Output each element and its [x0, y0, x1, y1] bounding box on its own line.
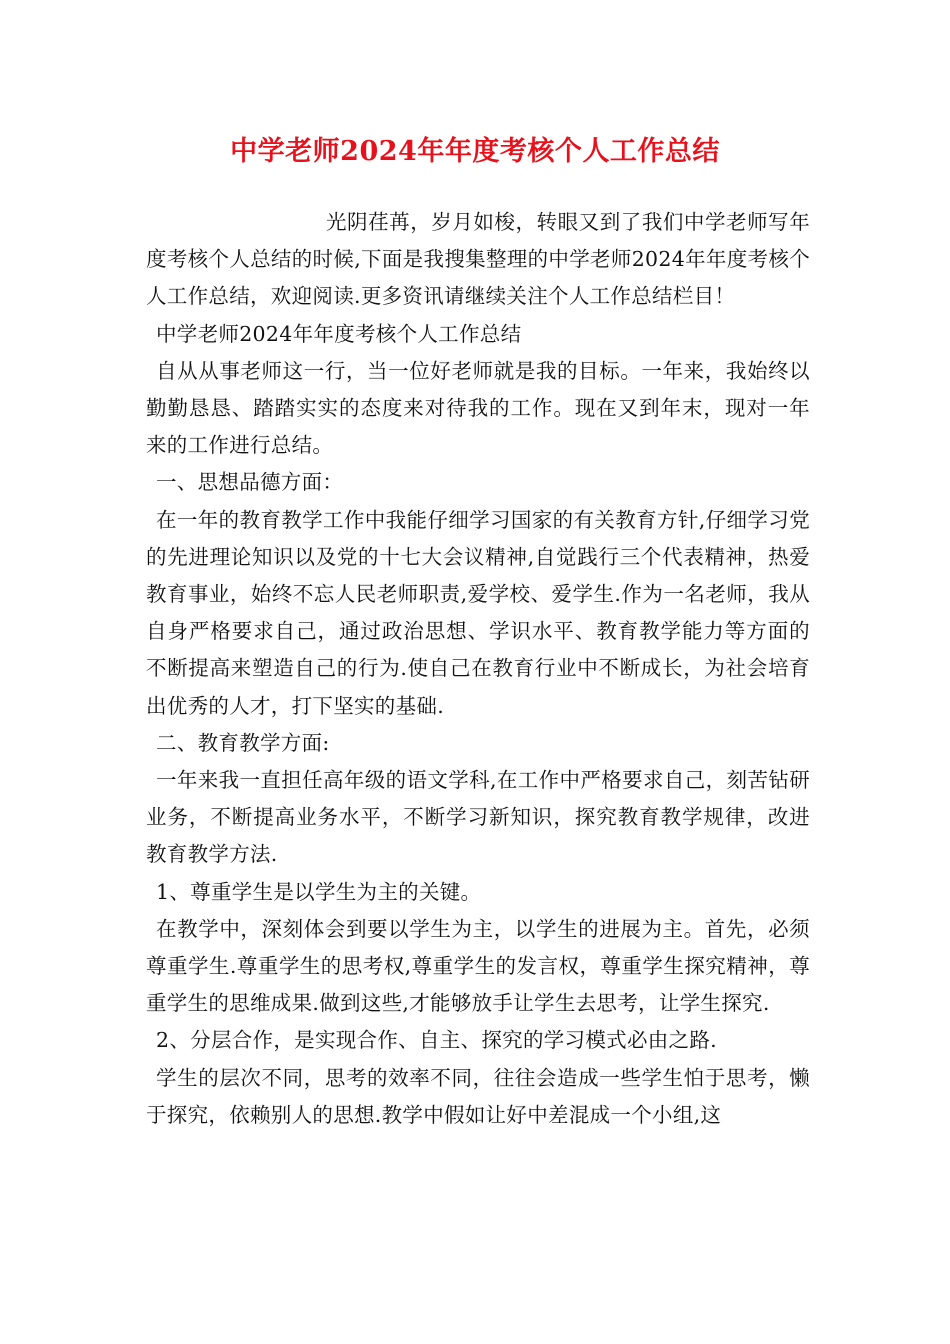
point-heading-respect: 1、尊重学生是以学生为主的关键。 [156, 879, 482, 904]
cooperation-paragraph: 学生的层次不同，思考的效率不同，往往会造成一些学生怕于思考，懒于探究，依赖别人的思想.教学中假如让好中差混成一个小组,这 [146, 1065, 810, 1127]
intro-paragraph: 光阴荏苒，岁月如梭，转眼又到了我们中学老师写年度考核个人总结的时候,下面是我搜集整理的中学老师2024年年度考核个人工作总结，欢迎阅读.更多资讯请继续关注个人工作总结栏目！ [146, 210, 810, 309]
point-heading-cooperation: 2、分层合作，是实现合作、自主、探究的学习模式必由之路. [156, 1028, 717, 1053]
teaching-paragraph: 一年来我一直担任高年级的语文学科,在工作中严格要求自己，刻苦钻研业务，不断提高业务水平，不断学习新知识，探究教育教学规律，改进教育教学方法. [146, 768, 810, 867]
opening-paragraph: 自从从事老师这一行，当一位好老师就是我的目标。一年来，我始终以勤勤恳恳、踏踏实实的态度来对待我的工作。现在又到年末，现对一年来的工作进行总结。 [146, 358, 810, 458]
section-heading-ideology: 一、思想品德方面： [156, 470, 344, 495]
subtitle-line: 中学老师2024年年度考核个人工作总结 [156, 321, 522, 346]
respect-paragraph: 在教学中，深刻体会到要以学生为主，以学生的进展为主。首先，必须尊重学生.尊重学生的思考权,尊重学生的发言权，尊重学生探究精神，尊重学生的思维成果.做到这些,才能够放手让学生去思考，让学生探究. [146, 916, 810, 1016]
document-title: 中学老师2024年年度考核个人工作总结 [230, 136, 720, 167]
document-body [146, 204, 810, 1134]
section-heading-teaching: 二、教育教学方面: [156, 730, 330, 755]
ideology-paragraph: 在一年的教育教学工作中我能仔细学习国家的有关教育方针,仔细学习党的先进理论知识以及党的十七大会议精神,自觉践行三个代表精神，热爱教育事业，始终不忘人民老师职责,爱学校、爱学生.作为一名老师，我从自身严格要求自己，通过政治思想、学识水平、教育教学能力等方面的不断提高来塑造自己的行为.使自己在教育行业中不断成长，为社会培育出优秀的人才，打下坚实的基础. [146, 507, 810, 718]
